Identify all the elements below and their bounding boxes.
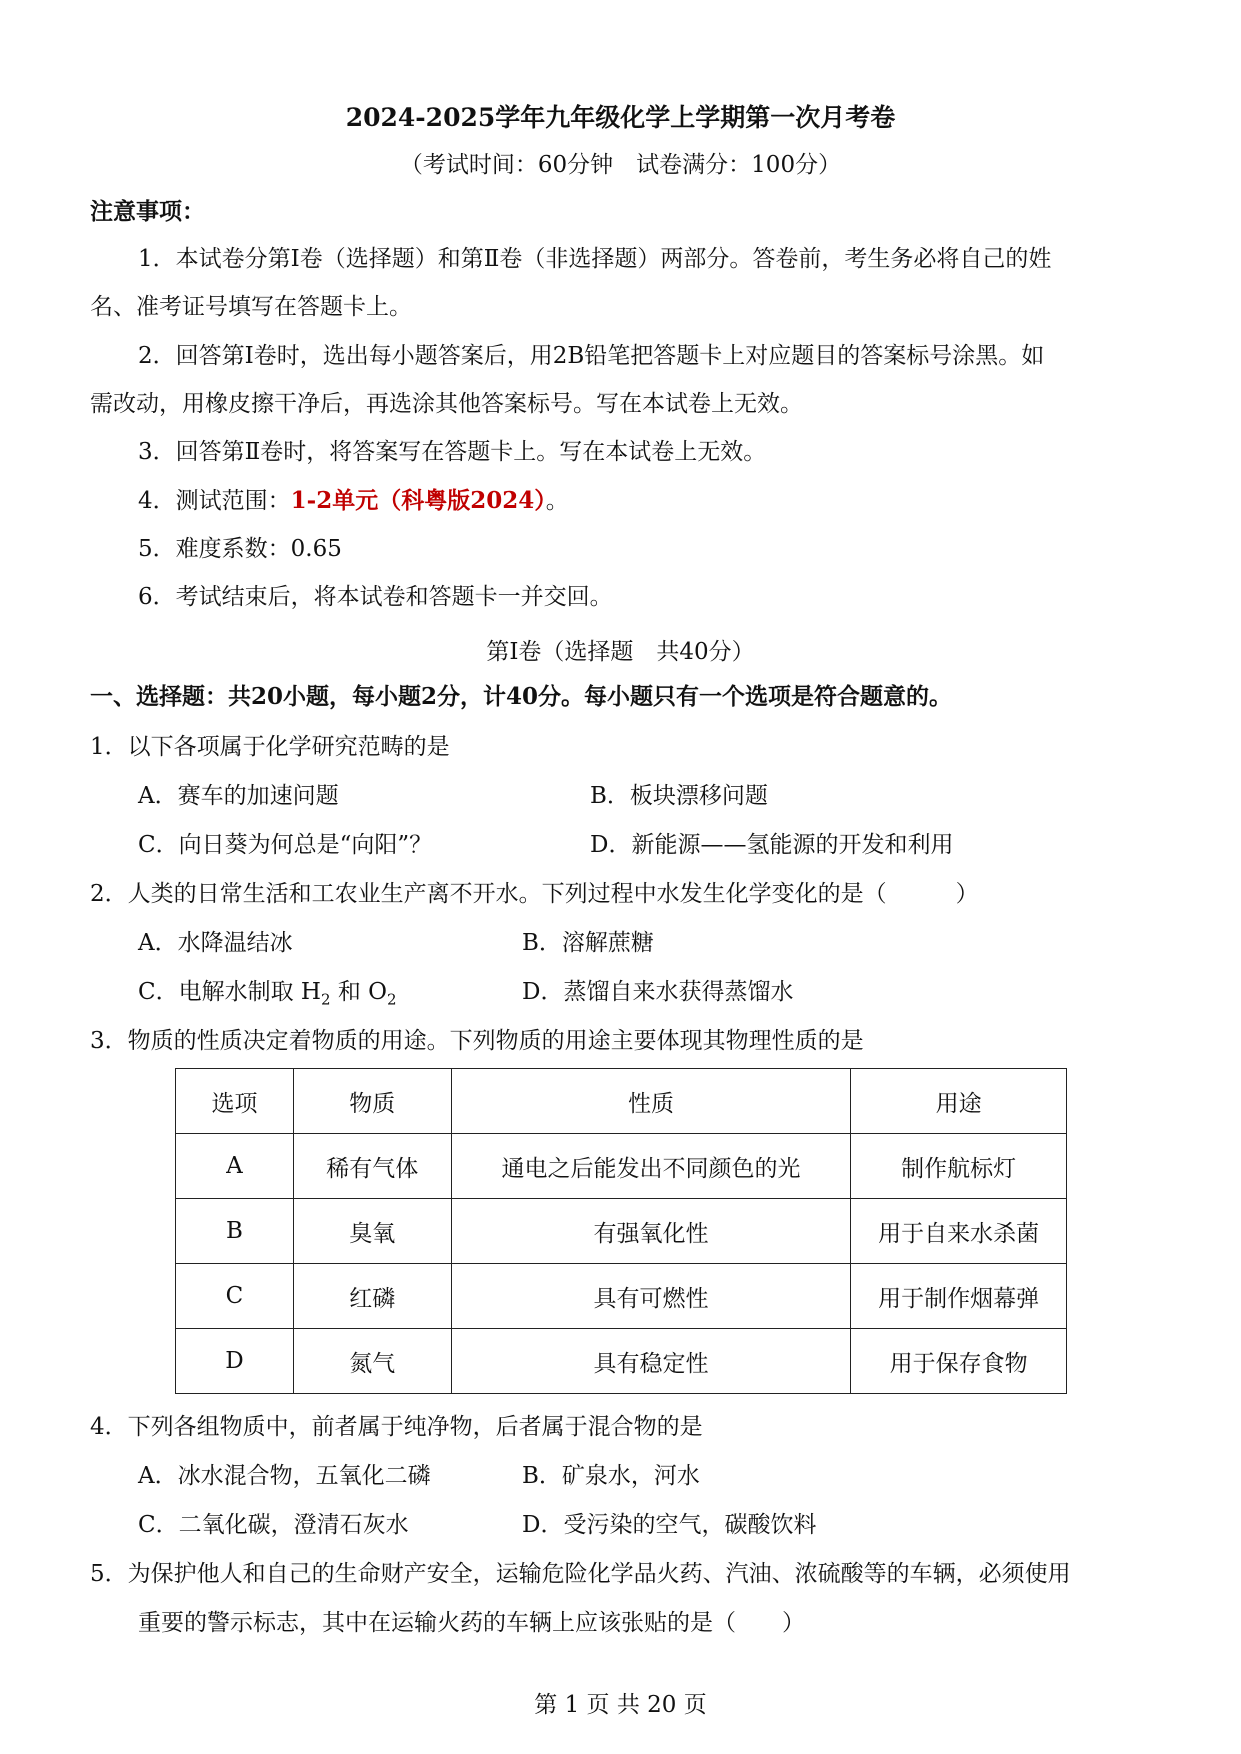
notice-item-1b: 名、准考证号填写在答题卡上。 bbox=[90, 294, 412, 320]
notice-item-4-suffix: 。 bbox=[545, 488, 569, 514]
q2-option-b: B．溶解蔗糖 bbox=[522, 930, 654, 956]
table-cell: C bbox=[176, 1264, 294, 1329]
notice-heading: 注意事项： bbox=[90, 198, 205, 225]
table-header: 性质 bbox=[451, 1069, 851, 1134]
section-instruction: 一、选择题：共20小题，每小题2分，计40分。每小题只有一个选项是符合题意的。 bbox=[90, 683, 953, 710]
notice-item-6: 6．考试结束后，将本试卷和答题卡一并交回。 bbox=[138, 584, 613, 610]
page-footer: 第 1 页 共 20 页 bbox=[534, 1692, 707, 1718]
q4-stem: 4．下列各组物质中，前者属于纯净物，后者属于混合物的是 bbox=[90, 1414, 703, 1440]
notice-item-4-prefix: 4．测试范围： bbox=[138, 488, 291, 514]
table-cell: 稀有气体 bbox=[293, 1134, 451, 1199]
section-title: 第Ⅰ卷（选择题 共40分） bbox=[486, 639, 755, 665]
q4-option-d: D．受污染的空气，碳酸饮料 bbox=[522, 1512, 817, 1538]
o2-subscript: 2 bbox=[387, 990, 397, 1009]
q2-option-c-prefix: C．电解水制取 H bbox=[138, 979, 321, 1005]
table-cell: B bbox=[176, 1199, 294, 1264]
table-cell: 制作航标灯 bbox=[851, 1134, 1067, 1199]
notice-item-5: 5．难度系数：0.65 bbox=[138, 536, 342, 562]
q5-stem-line1: 5．为保护他人和自己的生命财产安全，运输危险化学品火药、汽油、浓硫酸等的车辆，必须使用 bbox=[90, 1561, 1071, 1587]
notice-item-4 bbox=[138, 485, 569, 517]
q1-option-d: D．新能源——氢能源的开发和利用 bbox=[590, 832, 954, 858]
table-cell: 具有稳定性 bbox=[451, 1329, 851, 1394]
h2-subscript: 2 bbox=[320, 990, 331, 1009]
table-header-row bbox=[176, 1069, 1067, 1134]
table-header: 选项 bbox=[176, 1069, 294, 1134]
table-cell: 氮气 bbox=[293, 1329, 451, 1394]
table-cell: D bbox=[176, 1329, 294, 1394]
q1-stem: 1．以下各项属于化学研究范畴的是 bbox=[90, 734, 450, 760]
table-row bbox=[176, 1329, 1067, 1394]
q3-table bbox=[175, 1068, 1067, 1394]
table-cell: 具有可燃性 bbox=[451, 1264, 851, 1329]
table-row bbox=[176, 1264, 1067, 1329]
table-header: 用途 bbox=[851, 1069, 1067, 1134]
table-cell: 通电之后能发出不同颜色的光 bbox=[451, 1134, 851, 1199]
table-cell: A bbox=[176, 1134, 294, 1199]
q1-option-a: A．赛车的加速问题 bbox=[138, 783, 339, 809]
exam-title: 2024-2025学年九年级化学上学期第一次月考卷 bbox=[345, 103, 896, 132]
q5-stem-line2: 重要的警示标志，其中在运输火药的车辆上应该张贴的是（ ） bbox=[138, 1610, 805, 1636]
q4-option-a: A．冰水混合物，五氧化二磷 bbox=[138, 1463, 431, 1489]
q4-option-c: C．二氧化碳，澄清石灰水 bbox=[138, 1512, 409, 1538]
notice-item-2b: 需改动，用橡皮擦干净后，再选涂其他答案标号。写在本试卷上无效。 bbox=[90, 391, 803, 417]
table-row bbox=[176, 1134, 1067, 1199]
notice-item-3: 3．回答第Ⅱ卷时，将答案写在答题卡上。写在本试卷上无效。 bbox=[138, 439, 767, 465]
q2-option-c-mid: 和 O bbox=[337, 979, 387, 1005]
q2-option-a: A．水降温结冰 bbox=[138, 930, 293, 956]
table-cell: 用于制作烟幕弹 bbox=[851, 1264, 1067, 1329]
test-scope: 1-2单元（科粤版2024） bbox=[290, 487, 546, 514]
table-header: 物质 bbox=[293, 1069, 451, 1134]
q1-option-c: C．向日葵为何总是“向阳”？ bbox=[138, 832, 433, 858]
table-cell: 红磷 bbox=[293, 1264, 451, 1329]
exam-subtitle: （考试时间：60分钟 试卷满分：100分） bbox=[399, 152, 842, 178]
table-cell: 用于保存食物 bbox=[851, 1329, 1067, 1394]
table-cell: 臭氧 bbox=[293, 1199, 451, 1264]
q2-option-c bbox=[138, 976, 397, 1016]
q1-option-b: B．板块漂移问题 bbox=[590, 783, 768, 809]
q4-option-b: B．矿泉水，河水 bbox=[522, 1463, 700, 1489]
notice-item-1a: 1．本试卷分第Ⅰ卷（选择题）和第Ⅱ卷（非选择题）两部分。答卷前，考生务必将自己的姓 bbox=[138, 246, 1052, 272]
table-cell: 有强氧化性 bbox=[451, 1199, 851, 1264]
q2-option-d: D．蒸馏自来水获得蒸馏水 bbox=[522, 979, 794, 1005]
q2-stem: 2．人类的日常生活和工农业生产离不开水。下列过程中水发生化学变化的是（ ） bbox=[90, 881, 979, 907]
notice-item-2a: 2．回答第Ⅰ卷时，选出每小题答案后，用2B铅笔把答题卡上对应题目的答案标号涂黑。如 bbox=[138, 343, 1045, 369]
q3-stem: 3．物质的性质决定着物质的用途。下列物质的用途主要体现其物理性质的是 bbox=[90, 1028, 864, 1054]
table-row bbox=[176, 1199, 1067, 1264]
table-cell: 用于自来水杀菌 bbox=[851, 1199, 1067, 1264]
